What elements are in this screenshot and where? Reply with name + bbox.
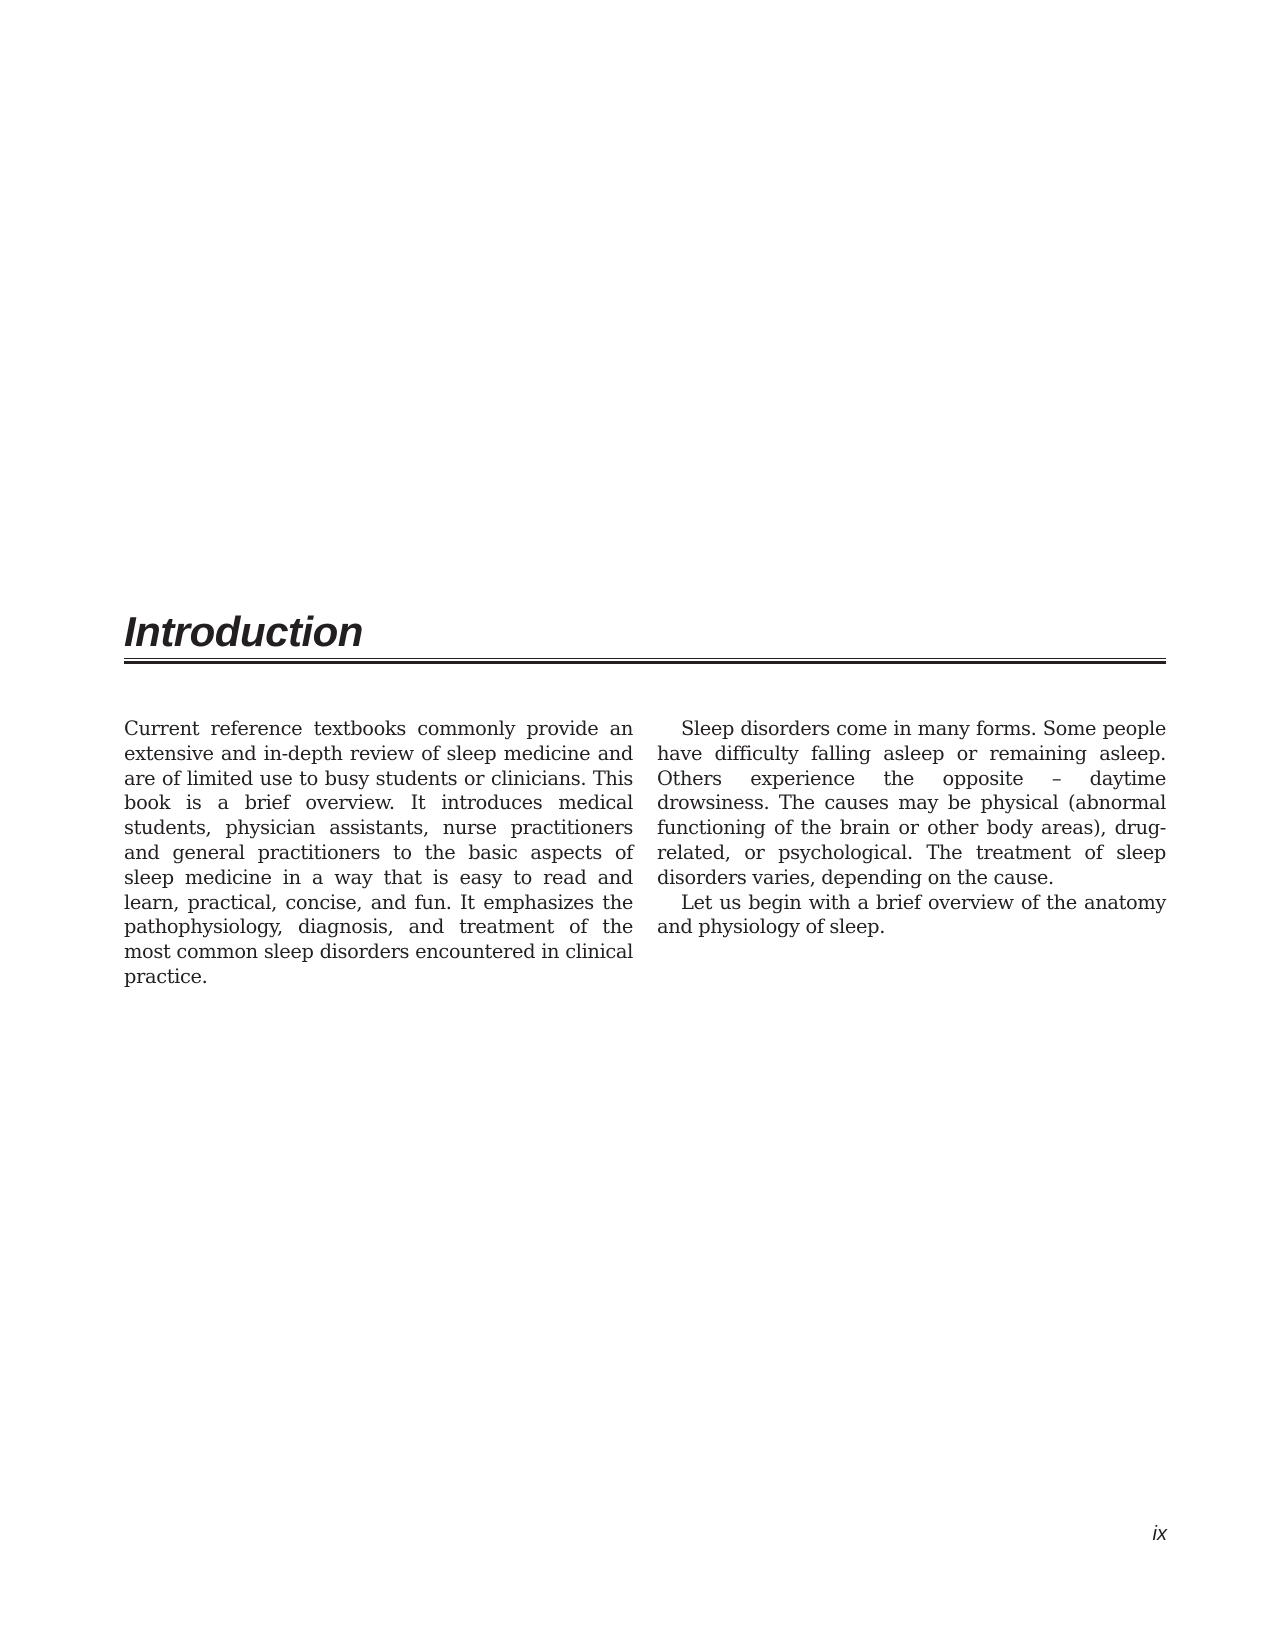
right-text-column	[657, 717, 1166, 940]
paragraph-sleep-disorders-forms: Sleep disorders come in many forms. Some people have difficulty falling asleep or remaining asleep. Others experience the opposite – daytime drowsiness. The causes may be physical (abnormal functioning of the brain or other body areas), drug-related, or psychological. The treatment of sleep disorders varies, depending on the cause.	[657, 717, 1166, 889]
paragraph-begin-overview: Let us begin with a brief overview of the anatomy and physiology of sleep.	[657, 890, 1166, 939]
paragraph-intro-textbooks: Current reference textbooks commonly provide an extensive and in-depth review of sleep medicine and are of limited use to busy students or clinicians. This book is a brief overview. It introduces medical students, physician assistants, nurse practitioners and general practitioners to the basic aspects of sleep medicine in a way that is easy to read and learn, practical, concise, and fun. It emphasizes the pathophysiology, diagnosis, and treatment of the most common sleep disorders encountered in clinical practice.	[124, 717, 633, 988]
chapter-title: Introduction	[124, 608, 363, 655]
title-double-rule	[124, 658, 1166, 664]
left-text-column	[124, 717, 633, 990]
page-number: ix	[1152, 1523, 1167, 1545]
title-rule-thick-line	[124, 661, 1166, 664]
title-rule-thin-line	[124, 658, 1166, 659]
